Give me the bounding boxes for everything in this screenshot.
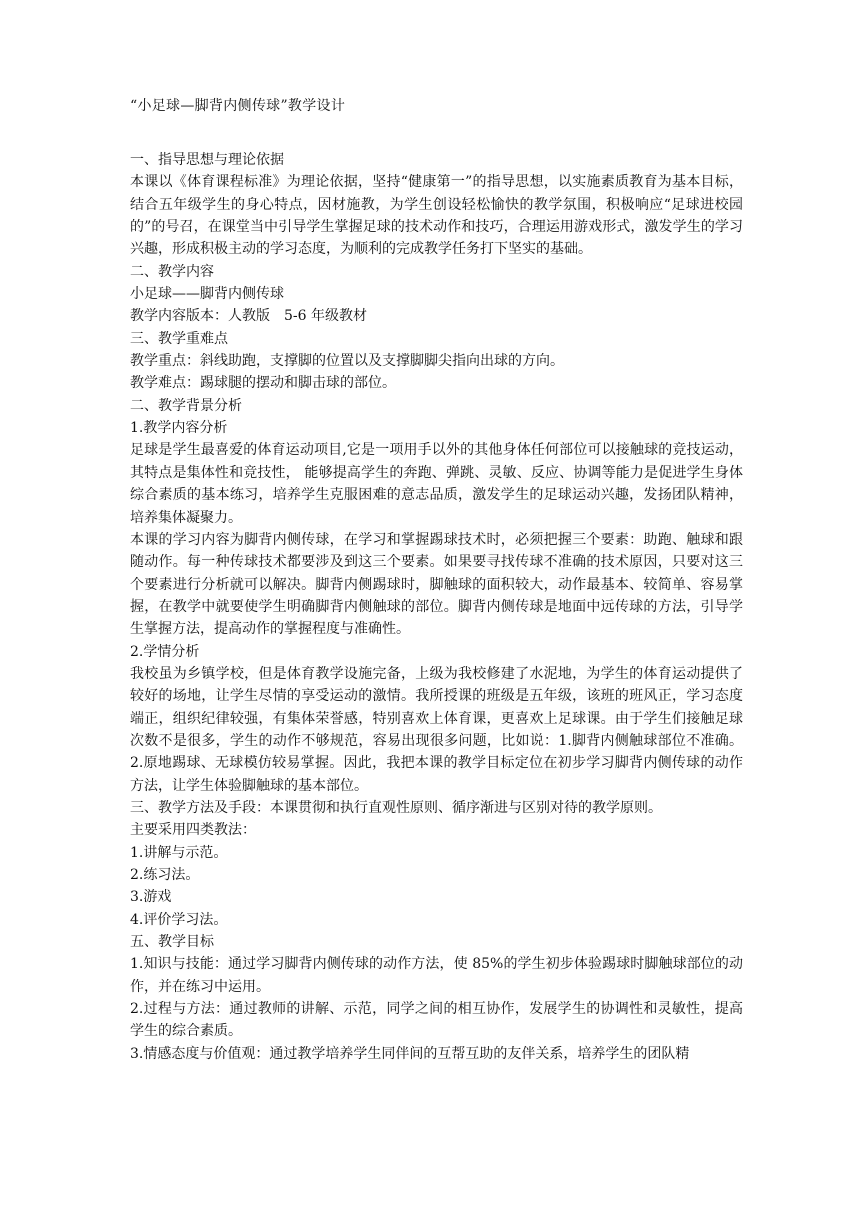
paragraph: 3.情感态度与价值观：通过教学培养学生同伴间的互帮互助的友伴关系，培养学生的团队精	[130, 1045, 690, 1062]
paragraph: 本课以《体育课程标准》为理论依据，坚持“健康第一”的指导思想，以实施素质教育为基本目标，结合五年级学生的身心特点，因材施教，为学生创设轻松愉快的教学氛围，积极响应“足球进校园的”的号召，在课堂当中引导学生掌握足球的技术动作和技巧，合理运用游戏形式，激发学生的学习兴趣，形成积极主动的学习态度，为顺利的完成教学任务打下坚实的基础。	[130, 174, 743, 258]
subsection-heading: 2.学情分析	[130, 643, 200, 660]
document-title: “小足球—脚背内侧传球”教学设计	[130, 98, 346, 114]
list-item: 1.讲解与示范。	[130, 844, 228, 861]
text-line: 教学内容版本：人教版 5-6 年级教材	[130, 308, 367, 325]
text-line: 小足球——脚背内侧传球	[130, 286, 284, 303]
paragraph: 本课的学习内容为脚背内侧传球，在学习和掌握踢球技术时，必须把握三个要素：助跑、触球和跟随动作。每一种传球技术都要涉及到这三个要素。如果要寻找传球不准确的技术原因，只要对这三个要素进行分析就可以解决。脚背内侧踢球时，脚触球的面积较大，动作最基本、较简单、容易掌握，在教学中就要使学生明确脚背内侧触球的部位。脚背内侧传球是地面中远传球的方法，引导学生掌握方法，提高动作的掌握程度与准确性。	[130, 531, 743, 638]
text-line: 主要采用四类教法：	[130, 822, 256, 839]
paragraph: 我校虽为乡镇学校，但是体育教学设施完备，上级为我校修建了水泥地，为学生的体育运动提供了较好的场地，让学生尽情的享受运动的激情。我所授课的班级是五年级，该班的班风正，学习态度端正，组织纪律较强，有集体荣誉感，特别喜欢上体育课，更喜欢上足球课。由于学生们接触足球次数不是很多，学生的动作不够规范，容易出现很多问题，比如说：1.脚背内侧触球部位不准确。2.原地踢球、无球模仿较易掌握。因此，我把本课的教学目标定位在初步学习脚背内侧传球的动作方法，让学生体验脚触球的基本部位。	[130, 665, 743, 794]
section-heading: 二、教学内容	[130, 263, 214, 280]
section-heading: 二、教学背景分析	[130, 397, 242, 414]
list-item: 4.评价学习法。	[130, 911, 228, 928]
subsection-heading: 1.教学内容分析	[130, 420, 228, 437]
section-heading: 三、教学重难点	[130, 330, 228, 347]
section-heading: 五、教学目标	[130, 934, 214, 951]
section-heading: 三、教学方法及手段：本课贯彻和执行直观性原则、循序渐进与区别对待的教学原则。	[130, 799, 662, 816]
document-page	[130, 96, 743, 1065]
list-item: 3.游戏	[130, 889, 172, 906]
paragraph: 2.过程与方法：通过教师的讲解、示范，同学之间的相互协作，发展学生的协调性和灵敏性，提高学生的综合素质。	[130, 1001, 743, 1040]
list-item: 2.练习法。	[130, 867, 200, 883]
text-line: 教学重点：斜线助跑，支撑脚的位置以及支撑脚脚尖指向出球的方向。	[130, 353, 564, 370]
text-line: 教学难点：踢球腿的摆动和脚击球的部位。	[130, 375, 396, 392]
section-heading: 一、指导思想与理论依据	[130, 152, 284, 168]
paragraph: 足球是学生最喜爱的体育运动项目,它是一项用手以外的其他身体任何部位可以接触球的竞技运动，其特点是集体性和竞技性， 能够提高学生的奔跑、弹跳、灵敏、反应、协调等能力是促进学生身体综合素质的基本练习，培养学生克服困难的意志品质，激发学生的足球运动兴趣，发扬团队精神，培养集体凝聚力。	[130, 442, 743, 526]
paragraph: 1.知识与技能：通过学习脚背内侧传球的动作方法，使 85%的学生初步体验踢球时脚触球部位的动作，并在练习中运用。	[130, 956, 743, 995]
